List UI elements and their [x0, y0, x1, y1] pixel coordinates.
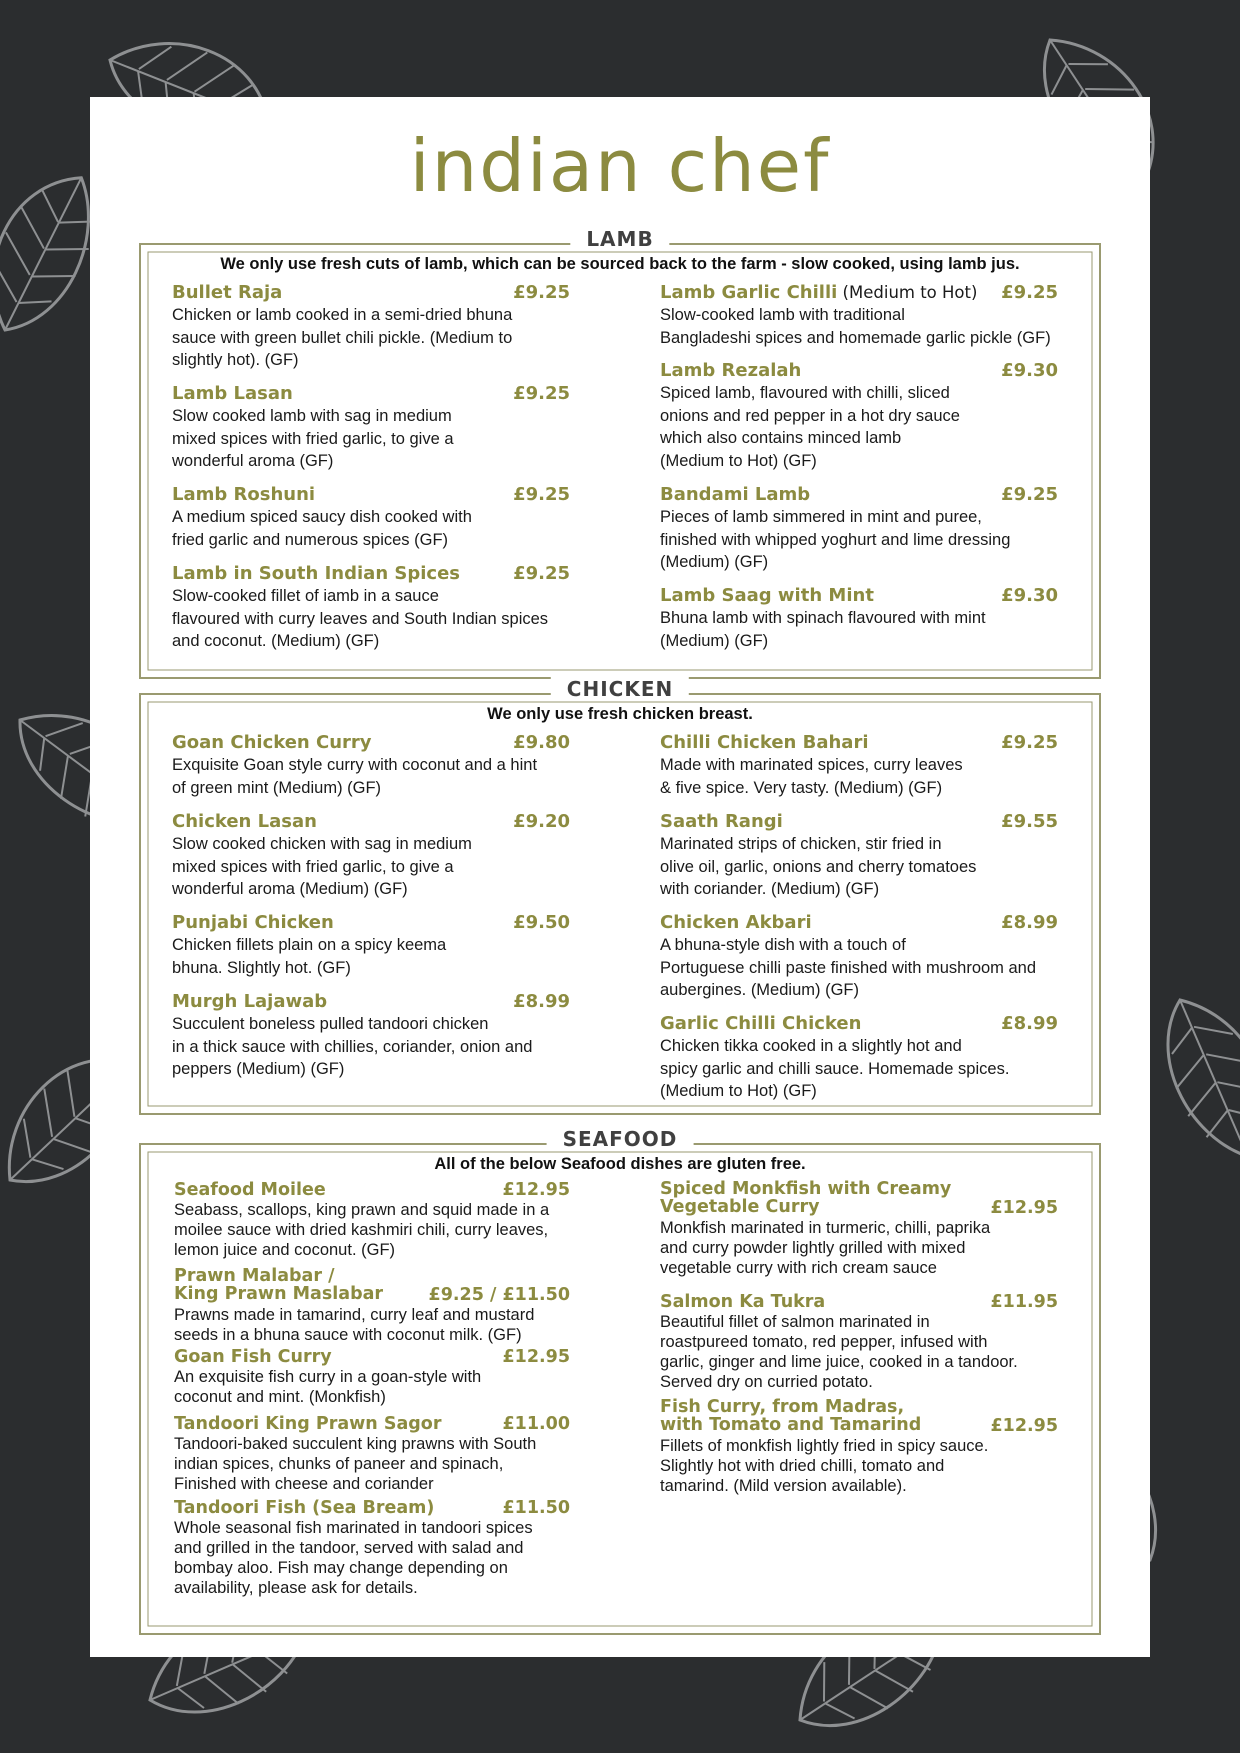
item-name: Saath Rangi: [660, 811, 783, 832]
section-title: CHICKEN: [551, 677, 689, 701]
section-lamb: [136, 227, 1104, 682]
section-note: We only use fresh chicken breast.: [487, 705, 753, 723]
menu-item: [172, 383, 570, 473]
item-price: £12.95: [990, 1416, 1058, 1436]
item-price: £9.25: [1001, 282, 1058, 303]
logo-wordmark: [410, 119, 830, 209]
item-description: Marinated strips of chicken, stir fried in olive oil, garlic, onions and cherry tomatoes with coriander. (Medium) (GF): [660, 835, 977, 898]
menu-item: [174, 1180, 570, 1260]
item-price: £9.30: [1001, 585, 1058, 606]
item-name: Punjabi Chicken: [172, 912, 334, 933]
item-description: Spiced lamb, flavoured with chilli, sliced onions and red pepper in a hot dry sauce which also contains minced lamb (Medium to Hot) (GF): [660, 384, 960, 470]
item-name: Spiced Monkfish with Creamy Vegetable Curry: [660, 1179, 952, 1217]
item-description: Fillets of monkfish lightly fried in spicy sauce. Slightly hot with dried chilli, tomato and tamarind. (Mild version available).: [660, 1437, 989, 1495]
item-name: Goan Fish Curry: [174, 1347, 332, 1367]
menu-item: [660, 811, 1066, 901]
item-description: A bhuna-style dish with a touch of Portuguese chilli paste finished with mushroom and aubergines. (Medium) (GF): [660, 936, 1037, 999]
logo-text: indian chef: [410, 124, 830, 208]
item-name: Lamb Lasan: [172, 383, 293, 404]
item-description: Made with marinated spices, curry leaves & five spice. Very tasty. (Medium) (GF): [660, 756, 963, 797]
item-price: £8.99: [1001, 912, 1058, 933]
section-chicken: [136, 677, 1104, 1118]
item-description: A medium spiced saucy dish cooked with fried garlic and numerous spices (GF): [172, 508, 472, 549]
item-price: £9.50: [513, 912, 570, 933]
item-name: Chicken Lasan: [172, 811, 317, 832]
item-price: £9.25: [513, 282, 570, 303]
menu-item: [172, 563, 570, 653]
section-title: SEAFOOD: [547, 1127, 694, 1151]
item-name: Bullet Raja: [172, 282, 283, 303]
item-name: Chicken Akbari: [660, 912, 812, 933]
menu-page: [90, 97, 1150, 1657]
item-description: Chicken tikka cooked in a slightly hot and spicy garlic and chilli sauce. Homemade spices. (Medium to Hot) (GF): [660, 1037, 1010, 1100]
menu-item: [174, 1414, 570, 1494]
item-price: £9.25: [1001, 732, 1058, 753]
item-description: Slow cooked chicken with sag in medium mixed spices with fried garlic, to give a wonderful aroma (Medium) (GF): [172, 835, 472, 898]
item-name: Lamb Garlic Chilli (Medium to Hot): [660, 282, 978, 303]
section-seafood: [136, 1127, 1104, 1638]
item-description: Succulent boneless pulled tandoori chicken in a thick sauce with chillies, coriander, onion and peppers (Medium) (GF): [172, 1015, 533, 1078]
menu-item: [660, 732, 1066, 799]
item-description: An exquisite fish curry in a goan-style with coconut and mint. (Monkfish): [174, 1368, 482, 1406]
menu-item: [660, 1013, 1066, 1103]
item-description: Monkfish marinated in turmeric, chilli, paprika and curry powder lightly grilled with mixed vegetable curry with rich cream sauce: [660, 1219, 991, 1277]
item-name: Garlic Chilli Chicken: [660, 1013, 862, 1034]
item-description: Chicken fillets plain on a spicy keema bhuna. Slightly hot. (GF): [172, 936, 447, 977]
item-description: Slow-cooked fillet of iamb in a sauce flavoured with curry leaves and South Indian spices and coconut. (Medium) (GF): [172, 587, 549, 650]
item-price: £11.50: [502, 1498, 570, 1518]
item-price: £9.55: [1001, 811, 1058, 832]
menu-item: [660, 360, 1058, 472]
menu-item: [172, 282, 570, 372]
menu-item: [660, 585, 1058, 652]
item-description: Chicken or lamb cooked in a semi-dried bhuna sauce with green bullet chili pickle. (Medium to slightly hot). (GF): [172, 306, 513, 369]
section-title: LAMB: [570, 227, 669, 251]
menu-item: [172, 811, 570, 901]
item-price: £9.25: [513, 563, 570, 584]
item-description: Tandoori-baked succulent king prawns with South indian spices, chunks of paneer and spinach, Finished with cheese and coriander: [174, 1435, 537, 1493]
menu-item: [172, 732, 570, 799]
item-name: Lamb in South Indian Spices: [172, 563, 461, 584]
item-name: Murgh Lajawab: [172, 991, 328, 1012]
item-description: Exquisite Goan style curry with coconut and a hint of green mint (Medium) (GF): [172, 756, 538, 797]
item-price: £12.95: [990, 1198, 1058, 1218]
menu-item: [660, 484, 1058, 574]
item-name: Bandami Lamb: [660, 484, 811, 505]
item-description: Bhuna lamb with spinach flavoured with mint (Medium) (GF): [660, 609, 986, 650]
menu-item: [174, 1267, 570, 1345]
menu-item: [660, 912, 1066, 1002]
menu-item: [660, 1180, 1066, 1278]
item-price: £9.25: [513, 484, 570, 505]
menu-item: [660, 1292, 1066, 1392]
section-note: We only use fresh cuts of lamb, which can be sourced back to the farm - slow cooked, using lamb jus.: [220, 255, 1020, 273]
item-name: Prawn Malabar / King Prawn Maslabar: [174, 1266, 384, 1304]
item-price: £12.95: [502, 1180, 570, 1200]
menu-item: [174, 1347, 570, 1407]
item-description: Slow-cooked lamb with traditional Bangladeshi spices and homemade garlic pickle (GF): [660, 306, 1051, 347]
item-name: Goan Chicken Curry: [172, 732, 372, 753]
item-description: Seabass, scallops, king prawn and squid made in a moilee sauce with dried kashmiri chili, curry leaves, lemon juice and coconut. (GF): [174, 1201, 550, 1259]
item-description: Whole seasonal fish marinated in tandoori spices and grilled in the tandoor, served with salad and bombay aloo. Fish may change depending on availability, please ask for details.: [174, 1519, 533, 1597]
item-spice-level: (Medium to Hot): [837, 283, 978, 302]
item-price: £9.30: [1001, 360, 1058, 381]
menu-item: [172, 484, 570, 551]
item-price: £11.95: [990, 1292, 1058, 1312]
item-description: Prawns made in tamarind, curry leaf and mustard seeds in a bhuna sauce with coconut milk. (GF): [174, 1306, 535, 1344]
item-name: Lamb Saag with Mint: [660, 585, 874, 606]
item-name: Lamb Rezalah: [660, 360, 802, 381]
item-price: £12.95: [502, 1347, 570, 1367]
menu-item: [660, 282, 1058, 349]
item-price: £9.20: [513, 811, 570, 832]
item-name: Lamb Roshuni: [172, 484, 316, 505]
menu-item: [174, 1498, 570, 1598]
item-name: Tandoori Fish (Sea Bream): [174, 1498, 435, 1518]
item-price: £9.25 / £11.50: [428, 1285, 570, 1305]
item-name: Fish Curry, from Madras, with Tomato and Tamarind: [660, 1397, 922, 1435]
section-note: All of the below Seafood dishes are gluten free.: [434, 1155, 806, 1173]
item-description: Beautiful fillet of salmon marinated in roastpureed tomato, red pepper, infused with garlic, ginger and lime juice, cooked in a tandoor. Served dry on curried potato.: [660, 1313, 1018, 1391]
item-name: Chilli Chicken Bahari: [660, 732, 869, 753]
item-price: £9.25: [1001, 484, 1058, 505]
menu-item: [172, 912, 570, 979]
item-name: Tandoori King Prawn Sagor: [174, 1414, 442, 1434]
menu-item: [172, 991, 570, 1081]
menu-item: [660, 1398, 1066, 1496]
item-price: £9.80: [513, 732, 570, 753]
item-name: Seafood Moilee: [174, 1180, 326, 1200]
item-description: Pieces of lamb simmered in mint and puree, finished with whipped yoghurt and lime dressing (Medium) (GF): [660, 508, 1011, 571]
item-price: £8.99: [513, 991, 570, 1012]
item-price: £9.25: [513, 383, 570, 404]
item-name: Salmon Ka Tukra: [660, 1292, 826, 1312]
item-price: £8.99: [1001, 1013, 1058, 1034]
item-price: £11.00: [502, 1414, 570, 1434]
item-description: Slow cooked lamb with sag in medium mixed spices with fried garlic, to give a wonderful aroma (GF): [172, 407, 454, 470]
restaurant-logo: [90, 119, 1150, 219]
